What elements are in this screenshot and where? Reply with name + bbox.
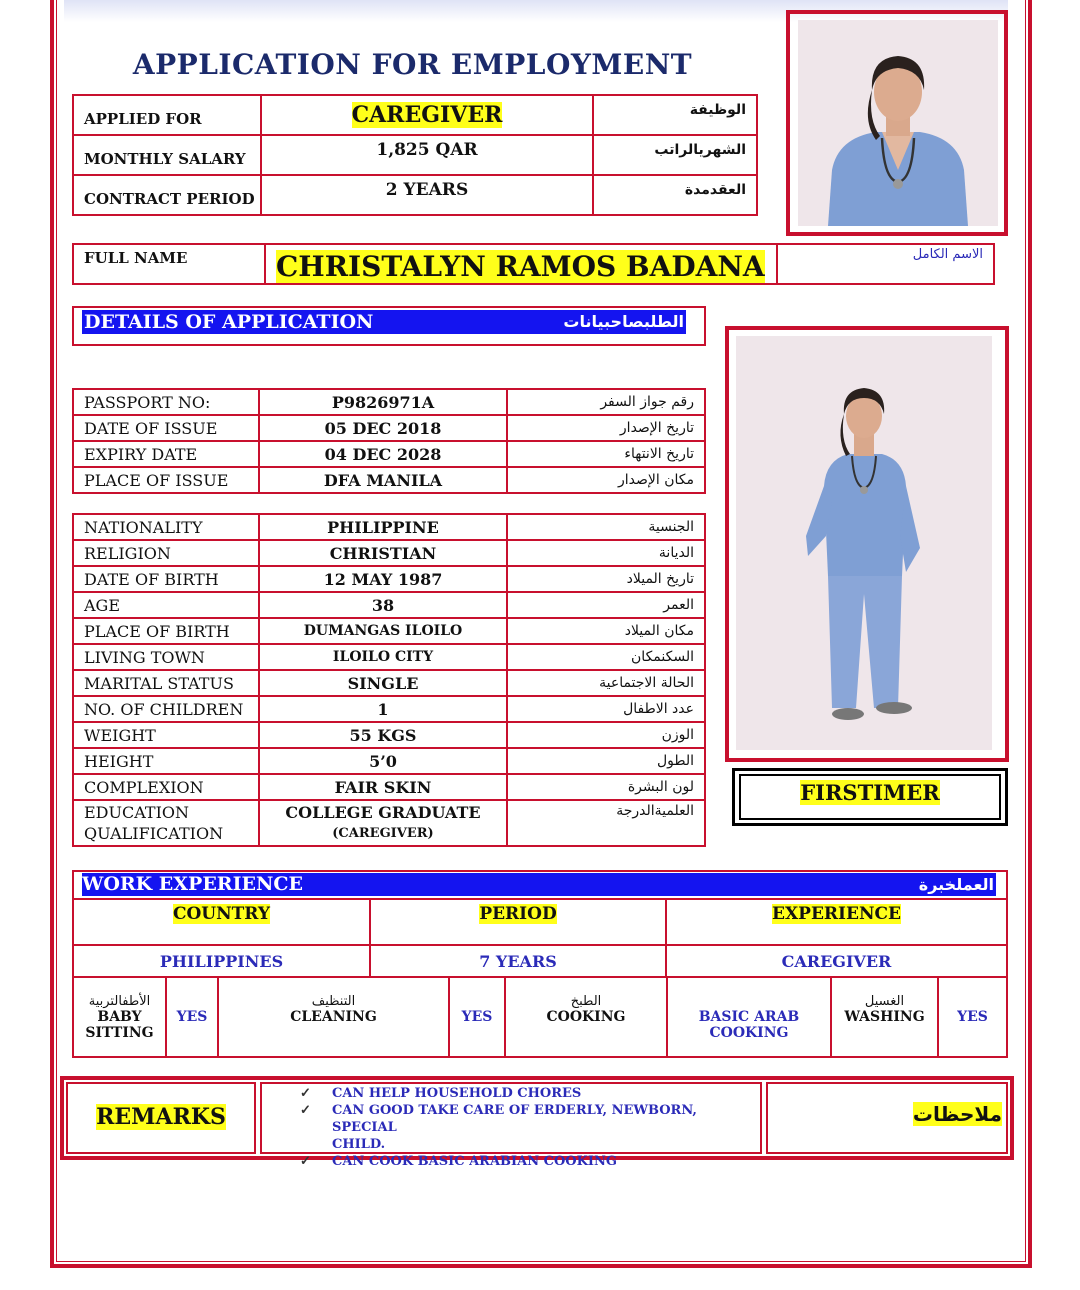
full-name-table (72, 243, 995, 285)
education-sub: (CAREGIVER) (332, 826, 434, 841)
salary-arabic: الشهريالراتب (654, 142, 746, 158)
table-row (73, 441, 705, 467)
we-country: PHILIPPINES (73, 945, 370, 977)
children-label: NO. OF CHILDREN (73, 696, 259, 722)
table-row (73, 592, 705, 618)
children-arabic: عدد الاطفال (507, 696, 705, 722)
check-icon: ✓ (300, 1103, 311, 1118)
cleaning-arabic: التنظيف (311, 993, 356, 1009)
work-exp-table (72, 898, 1008, 978)
nationality-arabic: الجنسية (507, 514, 705, 540)
skills-table (72, 976, 1008, 1058)
table-row (73, 389, 705, 415)
passport-table (72, 388, 706, 494)
we-experience: CAREGIVER (666, 945, 1007, 977)
remarks-list (296, 1085, 736, 1170)
marital-value: SINGLE (259, 670, 507, 696)
baby-arabic: الأطفالتربية (88, 993, 151, 1009)
table-row (73, 696, 705, 722)
arab-cooking-line2: COOKING (709, 1024, 789, 1041)
table-row (73, 415, 705, 441)
remarks-label: REMARKS (96, 1104, 226, 1130)
contract-arabic: العقدمدة (684, 182, 746, 198)
check-icon: ✓ (300, 1086, 311, 1101)
nationality-label: NATIONALITY (73, 514, 259, 540)
birthplace-label: PLACE OF BIRTH (73, 618, 259, 644)
table-row (73, 945, 1007, 977)
washing-arabic: الغسيل (864, 993, 905, 1009)
table-row (73, 175, 757, 215)
height-arabic: الطول (507, 748, 705, 774)
full-name-label: FULL NAME (84, 249, 188, 267)
cooking-label: COOKING (546, 1008, 626, 1025)
col-experience: EXPERIENCE (772, 904, 901, 924)
baby-value: YES (166, 977, 218, 1057)
details-title: DETAILS OF APPLICATION (84, 311, 374, 333)
age-label: AGE (73, 592, 259, 618)
children-value: 1 (259, 696, 507, 722)
baby-line2: SITTING (85, 1024, 154, 1041)
nationality-value: PHILIPPINE (259, 514, 507, 540)
weight-arabic: الوزن (507, 722, 705, 748)
list-item: ✓ CAN COOK BASIC ARABIAN COOKING (300, 1154, 617, 1169)
table-row (73, 644, 705, 670)
education-value: COLLEGE GRADUATE (285, 803, 481, 822)
col-period: PERIOD (479, 904, 557, 924)
details-arabic: الطلبصاحبيانات (563, 312, 684, 331)
baby-line1: BABY (97, 1008, 142, 1025)
complexion-arabic: لون البشرة (507, 774, 705, 800)
washing-label: WASHING (844, 1008, 925, 1025)
washing-value: YES (938, 977, 1007, 1057)
list-item: ✓ CAN GOOD TAKE CARE OF ERDERLY, NEWBORN, SPECIAL (300, 1103, 697, 1135)
table-row (73, 899, 1007, 945)
expiry-date-arabic: تاريخ الانتهاء (507, 441, 705, 467)
table-row (73, 774, 705, 800)
table-row (73, 748, 705, 774)
full-body-photo (736, 336, 992, 750)
personal-details-table (72, 513, 706, 847)
dob-value: 12 MAY 1987 (259, 566, 507, 592)
issue-date-arabic: تاريخ الإصدار (507, 415, 705, 441)
table-row (73, 977, 1007, 1057)
we-period: 7 YEARS (370, 945, 666, 977)
table-row (73, 800, 705, 846)
table-row (73, 670, 705, 696)
status-badge: FIRSTIMER (800, 780, 940, 805)
height-label: HEIGHT (73, 748, 259, 774)
issue-date-label: DATE OF ISSUE (73, 415, 259, 441)
full-name-arabic: الاسم الكامل (912, 247, 983, 262)
dob-arabic: تاريخ الميلاد (507, 566, 705, 592)
col-country: COUNTRY (172, 904, 271, 924)
living-town-label: LIVING TOWN (73, 644, 259, 670)
work-exp-arabic: العملخبرة (918, 875, 994, 894)
details-header-bar (82, 310, 686, 334)
remarks-label-wrap (66, 1104, 256, 1130)
table-row (73, 244, 994, 284)
remarks-arabic: ملاحظات (912, 1102, 1002, 1126)
religion-value: CHRISTIAN (259, 540, 507, 566)
marital-label: MARITAL STATUS (73, 670, 259, 696)
table-row (73, 514, 705, 540)
living-town-value: ILOILO CITY (259, 644, 507, 670)
table-row (73, 95, 757, 135)
salary-label: MONTHLY SALARY (84, 150, 246, 168)
table-row (73, 135, 757, 175)
check-icon: ✓ (300, 1154, 311, 1169)
arab-cooking-line1: BASIC ARAB (698, 1008, 800, 1025)
weight-label: WEIGHT (73, 722, 259, 748)
table-row (73, 540, 705, 566)
cleaning-value: YES (449, 977, 505, 1057)
salary-value: 1,825 QAR (376, 140, 478, 160)
work-exp-header-bar (82, 873, 996, 896)
religion-arabic: الديانة (507, 540, 705, 566)
issue-date-value: 05 DEC 2018 (259, 415, 507, 441)
remarks-arabic-wrap (766, 1102, 1002, 1126)
education-arabic: العلميةالدرجة (507, 800, 705, 846)
full-name-value: CHRISTALYN RAMOS BADANA (276, 250, 765, 283)
complexion-label: COMPLEXION (73, 774, 259, 800)
marital-arabic: الحالة الاجتماعية (507, 670, 705, 696)
page-title: APPLICATION FOR EMPLOYMENT (132, 48, 693, 81)
birthplace-value: DUMANGAS ILOILO (259, 618, 507, 644)
applied-for-label: APPLIED FOR (84, 110, 202, 128)
cleaning-label: CLEANING (290, 1008, 377, 1025)
table-row (73, 722, 705, 748)
work-exp-title: WORK EXPERIENCE (82, 873, 303, 895)
complexion-value: FAIR SKIN (259, 774, 507, 800)
age-value: 38 (259, 592, 507, 618)
list-item: ✓ CAN HELP HOUSEHOLD CHORES (300, 1086, 582, 1101)
age-arabic: العمر (507, 592, 705, 618)
religion-label: RELIGION (73, 540, 259, 566)
applied-for-value: CAREGIVER (351, 102, 503, 128)
table-row (73, 467, 705, 493)
table-row (73, 618, 705, 644)
height-value: 5’0 (259, 748, 507, 774)
headshot-figure-icon (798, 20, 998, 226)
full-body-figure-icon (736, 336, 992, 750)
status-badge-inner (739, 774, 1001, 820)
birthplace-arabic: مكان الميلاد (507, 618, 705, 644)
living-town-arabic: السكنمكان (507, 644, 705, 670)
contract-value: 2 YEARS (385, 180, 469, 200)
expiry-date-value: 04 DEC 2028 (259, 441, 507, 467)
list-item: CHILD. (332, 1137, 386, 1152)
education-label-1: EDUCATION (84, 803, 190, 822)
contract-label: CONTRACT PERIOD (84, 190, 255, 208)
headshot-photo (798, 20, 998, 226)
issue-place-arabic: مكان الإصدار (507, 467, 705, 493)
education-label-2: QUALIFICATION (84, 824, 224, 843)
expiry-date-label: EXPIRY DATE (73, 441, 259, 467)
applied-for-arabic: الوظيفة (689, 102, 746, 118)
passport-no-arabic: رقم جواز السفر (507, 389, 705, 415)
passport-no-label: PASSPORT NO: (73, 389, 259, 415)
cooking-arabic: الطبخ (570, 993, 602, 1009)
issue-place-label: PLACE OF ISSUE (73, 467, 259, 493)
dob-label: DATE OF BIRTH (73, 566, 259, 592)
weight-value: 55 KGS (259, 722, 507, 748)
passport-no-value: P9826971A (259, 389, 507, 415)
issue-place-value: DFA MANILA (259, 467, 507, 493)
table-row (73, 566, 705, 592)
job-info-table (72, 94, 758, 216)
